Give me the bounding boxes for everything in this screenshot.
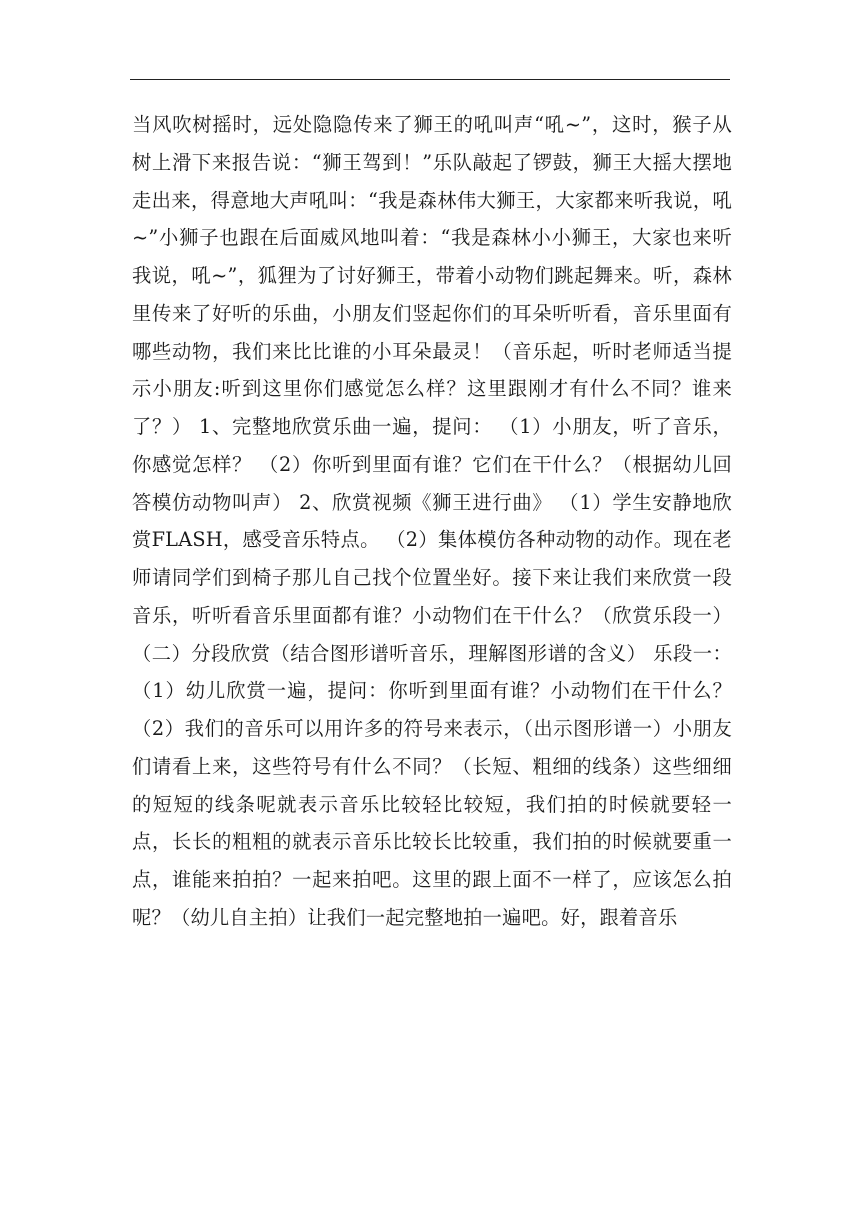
- header-rule: [130, 79, 730, 80]
- body-paragraph: 当风吹树摇时，远处隐隐传来了狮王的吼叫声“吼~”，这时，猴子从树上滑下来报告说：“狮王驾到！”乐队敲起了锣鼓，狮王大摇大摆地走出来，得意地大声吼叫：“我是森林伟大狮王，大家都来听我说，吼~”小狮子也跟在后面威风地叫着：“我是森林小小狮王，大家也来听我说，吼~”，狐狸为了讨好狮王，带着小动物们跳起舞来。听，森林里传来了好听的乐曲，小朋友们竖起你们的耳朵听听看，音乐里面有哪些动物，我们来比比谁的小耳朵最灵！（音乐起，听时老师适当提示小朋友:听到这里你们感觉怎么样？这里跟刚才有什么不同？谁来了？） 1、完整地欣赏乐曲一遍，提问： （1）小朋友，听了音乐，你感觉怎样？ （2）你听到里面有谁？它们在干什么？（根据幼儿回答模仿动物叫声） 2、欣赏视频《狮王进行曲》 （1）学生安静地欣赏FLASH，感受音乐特点。 （2）集体模仿各种动物的动作。现在老师请同学们到椅子那儿自己找个位置坐好。接下来让我们来欣赏一段音乐，听听看音乐里面都有谁？小动物们在干什么？（欣赏乐段一） （二）分段欣赏（结合图形谱听音乐，理解图形谱的含义） 乐段一：（1）幼儿欣赏一遍，提问：你听到里面有谁？小动物们在干什么？ （2）我们的音乐可以用许多的符号来表示，（出示图形谱一）小朋友们请看上来，这些符号有什么不同？（长短、粗细的线条）这些细细的短短的线条呢就表示音乐比较轻比较短，我们拍的时候就要轻一点，长长的粗粗的就表示音乐比较长比较重，我们拍的时候就要重一点，谁能来拍拍？一起来拍吧。这里的跟上面不一样了，应该怎么拍呢？（幼儿自主拍）让我们一起完整地拍一遍吧。好，跟着音乐: [132, 113, 732, 929]
